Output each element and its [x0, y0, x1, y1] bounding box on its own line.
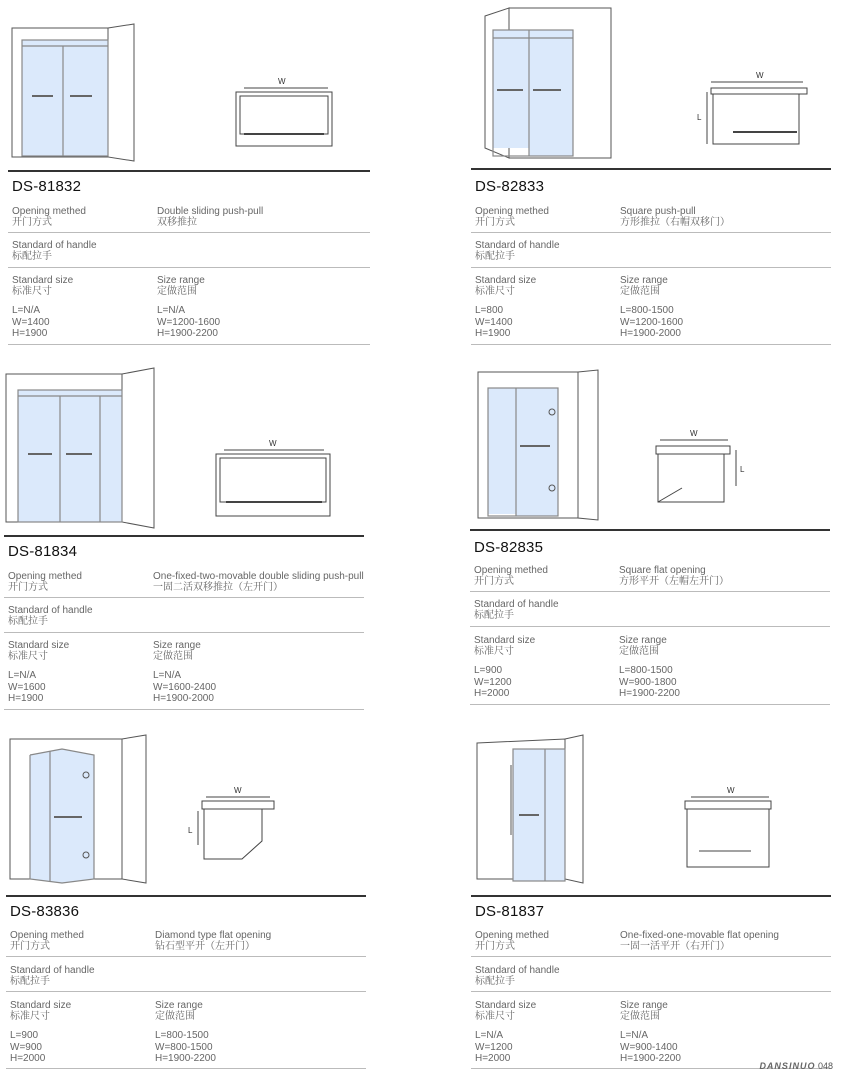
range-label-cn: 定做范围 [619, 646, 659, 657]
dim-w-label: W [690, 429, 698, 438]
product-card-ds-82833 [471, 8, 831, 350]
product-card-ds-81832 [8, 20, 370, 350]
dim-w-label: W [756, 71, 764, 80]
size-label: Standard size [474, 635, 536, 646]
range-label: Size range [620, 275, 668, 286]
size-label-cn: 标准尺寸 [8, 651, 48, 662]
dim-l-label: L [188, 826, 193, 835]
range-label: Size range [157, 275, 205, 286]
opening-value: One-fixed-one-movable flat opening [620, 930, 779, 941]
range-label-cn: 定做范围 [620, 286, 660, 297]
size-label-cn: 标准尺寸 [474, 646, 514, 657]
range-label-cn: 定做范围 [155, 1011, 195, 1022]
opening-value: Square push-pull [620, 206, 696, 217]
opening-value-cn: 方形平开（左帽左开门） [619, 576, 729, 587]
size-label-cn: 标准尺寸 [10, 1011, 50, 1022]
model-number: DS-82835 [474, 539, 544, 556]
range-label: Size range [619, 635, 667, 646]
handle-label-cn: 标配拉手 [475, 976, 515, 987]
size-label: Standard size [10, 1000, 72, 1011]
size-label: Standard size [8, 640, 70, 651]
opening-value-cn: 双移推拉 [157, 217, 197, 228]
size-label: Standard size [475, 1000, 537, 1011]
dim-l-label: L [740, 465, 745, 474]
handle-label: Standard of handle [475, 965, 560, 976]
size-range-values: L=800-1500 W=800-1500 H=1900-2200 [155, 1030, 216, 1064]
opening-label-cn: 开门方式 [10, 941, 50, 952]
opening-label: Opening methed [474, 565, 548, 576]
opening-label-cn: 开门方式 [8, 582, 48, 593]
brand-name: DANSINUO [759, 1061, 816, 1071]
standard-size-values: L=N/A W=1400 H=1900 [12, 305, 50, 339]
size-label-cn: 标准尺寸 [12, 286, 52, 297]
size-range-values: L=N/A W=1600-2400 H=1900-2000 [153, 670, 217, 704]
opening-label: Opening methed [475, 930, 549, 941]
opening-value: Diamond type flat opening [155, 930, 272, 941]
model-number: DS-81834 [8, 543, 78, 560]
size-range-values: L=800-1500 W=1200-1600 H=1900-2000 [620, 305, 684, 339]
dim-w-label: W [278, 77, 286, 86]
opening-value: One-fixed-two-movable double sliding push-pull [153, 571, 364, 582]
range-label: Size range [153, 640, 201, 651]
opening-value: Square flat opening [619, 565, 706, 576]
size-label: Standard size [475, 275, 537, 286]
opening-label: Opening methed [12, 206, 86, 217]
range-label: Size range [620, 1000, 668, 1011]
dim-w-label: W [234, 786, 242, 795]
dim-w-label: W [269, 439, 277, 448]
opening-value: Double sliding push-pull [157, 206, 264, 217]
handle-label: Standard of handle [475, 240, 560, 251]
model-number: DS-82833 [475, 178, 545, 195]
opening-label-cn: 开门方式 [474, 576, 514, 587]
handle-label: Standard of handle [12, 240, 97, 251]
size-label-cn: 标准尺寸 [475, 286, 515, 297]
handle-label-cn: 标配拉手 [10, 976, 50, 987]
plan-diagram [471, 8, 831, 163]
handle-label-cn: 标配拉手 [474, 610, 514, 621]
opening-label-cn: 开门方式 [475, 217, 515, 228]
handle-label: Standard of handle [474, 599, 559, 610]
opening-label-cn: 开门方式 [475, 941, 515, 952]
size-label: Standard size [12, 275, 74, 286]
handle-label-cn: 标配拉手 [475, 251, 515, 262]
range-label-cn: 定做范围 [620, 1011, 660, 1022]
size-range-values: L=N/A W=1200-1600 H=1900-2200 [157, 305, 221, 339]
range-label-cn: 定做范围 [153, 651, 193, 662]
product-card-ds-81837 [471, 735, 831, 1075]
opening-label: Opening methed [475, 206, 549, 217]
handle-label: Standard of handle [8, 605, 93, 616]
standard-size-values: L=N/A W=1200 H=2000 [475, 1030, 513, 1064]
standard-size-values: L=800 W=1400 H=1900 [475, 305, 513, 339]
opening-value-cn: 一固二活双移推拉（左开门） [153, 582, 283, 593]
product-card-ds-81834 [4, 366, 364, 714]
product-card-ds-83836 [6, 735, 366, 1075]
model-number: DS-81837 [475, 903, 545, 920]
model-number: DS-81832 [12, 178, 82, 195]
handle-label-cn: 标配拉手 [8, 616, 48, 627]
plan-diagram [4, 366, 364, 531]
range-label: Size range [155, 1000, 203, 1011]
size-range-values: L=800-1500 W=900-1800 H=1900-2200 [619, 665, 680, 699]
handle-label: Standard of handle [10, 965, 95, 976]
opening-value-cn: 钻石型平开（左开门） [155, 941, 255, 952]
dim-l-label: L [697, 113, 702, 122]
opening-label: Opening methed [10, 930, 84, 941]
opening-value-cn: 一固一活平开（右开门） [620, 941, 730, 952]
standard-size-values: L=900 W=900 H=2000 [10, 1030, 46, 1064]
plan-diagram [471, 735, 831, 890]
plan-diagram [6, 735, 366, 890]
plan-diagram [470, 368, 830, 528]
opening-value-cn: 方形推拉（右帽双移门） [620, 217, 730, 228]
page-footer [759, 1061, 833, 1071]
product-card-ds-82835 [470, 368, 830, 708]
opening-label-cn: 开门方式 [12, 217, 52, 228]
range-label-cn: 定做范围 [157, 286, 197, 297]
plan-diagram [8, 20, 370, 165]
size-label-cn: 标准尺寸 [475, 1011, 515, 1022]
handle-label-cn: 标配拉手 [12, 251, 52, 262]
standard-size-values: L=N/A W=1600 H=1900 [8, 670, 46, 704]
standard-size-values: L=900 W=1200 H=2000 [474, 665, 512, 699]
page-number: 048 [817, 1061, 833, 1071]
dim-w-label: W [727, 786, 735, 795]
opening-label: Opening methed [8, 571, 82, 582]
size-range-values: L=N/A W=900-1400 H=1900-2200 [620, 1030, 681, 1064]
model-number: DS-83836 [10, 903, 80, 920]
